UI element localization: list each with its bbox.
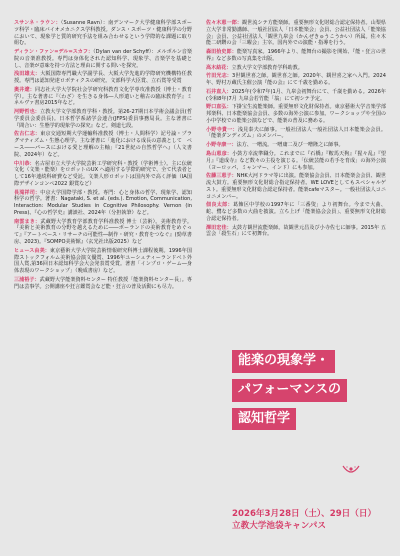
speaker-bio <box>206 202 386 222</box>
speaker-name: 中川恭 ： <box>14 161 35 167</box>
speaker-description: 同志社大学大学院社会学研究科教育文化学専攻准教授（博士・教育学）。主な著書に『〈わざ〉を生きる身体―人形遣いと稽古の臨床教育学』ミネルヴァ書房2015年など。 <box>14 86 192 107</box>
speaker-name: 小野寺貴一 ： <box>206 127 238 133</box>
speaker-description: 葛飾区中学校の1997年に「三番叟」より初舞台。今まで大曲、蛇、鷺など多数の大曲を披演。立ち上げ「能楽協会会員」、重要無形文化財総合認定保持者。 <box>206 202 386 222</box>
speaker-description: 法方、一噌流。一噌庸二及び一噌隆之に師事。 <box>236 142 344 149</box>
event-date: 2026年3月28日（土）、29日（日） <box>232 509 377 519</box>
event-title <box>232 350 386 436</box>
speaker-bio <box>206 65 386 72</box>
mask-logo-icon <box>342 461 360 473</box>
speaker-bio <box>206 49 386 63</box>
event-details <box>232 508 392 533</box>
event-title-line-1: 能楽の現象学・ <box>232 350 335 373</box>
speaker-description: 下掛宝生流能楽師。重要無形文化財保持者。東京藝術大学音楽学部邦楽科、日本能楽協会会員、多数の海外公演に参加。ワークショップや全国の小中学校での能楽公演などで、能楽の普及に務める。 <box>206 104 386 124</box>
speaker-name: 竹田光志 ： <box>206 73 232 79</box>
speaker-name: ヒュース由美 ： <box>14 248 50 254</box>
speaker-bio <box>14 161 192 188</box>
event-venue: 立教大学池袋キャンパス <box>232 521 326 532</box>
speaker-bio <box>14 190 192 217</box>
speaker-description: 東京交通短期大学運輸科准教授（博士・人間科学）記号論・プラグマティズム・生態心理学。主な著書に「進化における成長の意義として ペース――パースにおける愛と理解の主軸」『21世紀の自然哲学へ』（人文書院、2024年）など。 <box>14 131 192 158</box>
speaker-bio <box>14 109 192 129</box>
event-title-line-3: 認知哲学 <box>232 408 296 431</box>
speaker-bio <box>206 127 386 141</box>
speaker-name: 佃良太郎 ： <box>206 202 233 208</box>
speaker-description: 浅見泰夫に師事。一般社団法人一般社団法人日本能楽会会員。「能楽ダンディズム」のメンバー。 <box>206 126 386 140</box>
speaker-name: 佐々木恵一郎 ： <box>206 20 242 26</box>
speaker-name: 島山恵彦 ： <box>206 151 232 157</box>
speaker-description: 武蔵野大学能楽資料センター 特任教授「能楽資料センター長」。専門は芸事学。公開講座や狂言鑑賞会など能・狂言の普及活動にも尽力。 <box>14 276 192 290</box>
speaker-name: 浅田雄太 ： <box>14 71 40 77</box>
speaker-name: 小野寺康一 ： <box>206 142 237 148</box>
speaker-bio <box>14 277 192 291</box>
speaker-name: 澤田宏佳 ： <box>206 225 232 231</box>
speaker-description: （Susanne Ravn）：南デンマーク大学健康科学部スポーツ科学・臨床バイオメカニクス学科教授。ダンス・スポーツ・健康科学の分野において、現象学と質的研究手法を組み合わせるという学際的な課題に取り組む。 <box>14 20 192 47</box>
speaker-list-right <box>206 20 386 240</box>
speaker-description: 東京藝術大学大学院芸術情報研究科博士課程後期。1996年国際ストックフォルム美術協会演文優賞、1996年ユーシュティーランドベト外国人賞,第36回日本認知科学会大会発表賞受賞。著書「インプロ・ゲーム―身体表現のワークショップ」（晩成書房）など。 <box>14 247 192 275</box>
speaker-list-left <box>14 20 192 292</box>
speaker-name: 河野哲也 ： <box>14 109 40 115</box>
speaker-description: 観世流シテ方能楽師。重要無形文化財総合認定保持者。山梨県立大学非常勤講師、一般社団法人「日本能楽会」会員、公益社団法人「能楽協会」会員、公益社団法人「観世九皐会（かんぜきゅうこうかい）所属。佐々木能二研鑽の会「三曜会」主宰。国内外での演能・指導を行う。 <box>206 20 386 47</box>
speaker-description: 立教大学文学部教育学科助教。 <box>231 64 303 71</box>
speaker-bio <box>14 248 192 275</box>
speaker-name: スサンネ・ラウン ： <box>14 20 61 26</box>
speaker-bio <box>14 131 192 158</box>
speaker-bio <box>206 151 386 171</box>
speaker-description: 立教大学文学部教育学科・教授。第26-27期日本学術会議会員(哲学委員会委員長)。日本哲学系諸学会連合(JFPS)委員事務局長。主な著書に『間合い：生態学的現象学の探究』など。剣道七段。 <box>14 109 192 129</box>
speaker-bio <box>14 219 192 246</box>
speaker-name: ディラン・ファン=デル=スカフ ： <box>14 49 93 55</box>
speaker-name: 三浦裕子 ： <box>14 277 40 283</box>
speaker-name: 奥井遼 ： <box>14 87 35 93</box>
speaker-name: 長滝祥司 ： <box>14 190 40 196</box>
event-title-line-2: パフォーマンスの <box>232 379 347 402</box>
speaker-description: 大阪国際専門職大学副学長、大阪大学先進的学際研究機構特任教授。専門は認知発達ロボティクスの研究。文部科学大臣賞、立石賞等受賞 <box>14 71 192 85</box>
speaker-bio <box>206 104 386 124</box>
speaker-description: 能楽写真家。1966年より、能舞台の撮影を開始、『能・狂言の世界』など多数の写真集を出版。 <box>206 49 386 62</box>
speaker-description: 小鼓方幸流準職分。これまでに『石橋』『鞍馬天狗』『猩々乱』『望月』『道成寺』など数々の主役を演じる。「伝統芸能の若手を育成」の海外公演（ヨーロッパ、ミャンマー、インド）にも参加。 <box>206 151 386 171</box>
speaker-name: 高木結花 ： <box>206 65 232 71</box>
speaker-bio <box>14 49 192 69</box>
speaker-description: 3世観世喜之師。観世喜之師。2020年、観世喜之家へ入門。2024年、野村万蔵氏主催公演『能の会』にて千歳を勤める。 <box>206 73 386 87</box>
speaker-bio <box>206 173 386 200</box>
speaker-bio <box>206 225 386 239</box>
speaker-name: 石井直人 ： <box>206 89 232 95</box>
speaker-name: 南雲まき ： <box>14 219 40 225</box>
speaker-bio <box>206 20 386 47</box>
speaker-name: 佐古仁志 ： <box>14 131 40 137</box>
speaker-bio <box>14 20 192 47</box>
speaker-name: 森田拾史郎 ： <box>206 49 237 55</box>
speaker-description: 武蔵野大学教育学部教育学科准教授 博士（芸術）。美術教育学。『美術と美術教育の分野を越えるために――ボーランドの美術教育をめぐって』『アートベース・リサーチの可能性―制作・研究・教育をつなぐ』(勁草書房、2023)。『SOMPO美術館』（玄光社出版2025）など <box>14 218 192 245</box>
speaker-description: （Dylan van der Schyff）：メルボルン音楽院の音楽准教授。専門は身体化された認知科学、現象学、音楽学を基礎とし、音楽が意味を持つ方法と理由に関する問いを探究。 <box>14 49 192 69</box>
speaker-bio <box>206 89 386 103</box>
speaker-description: 2025年(令和7年)1月、九皐会初舞台にて、千歳を勤める。2026年(令和8年)7月 九皐会若竹能「翁」にて初シテ予定。 <box>206 88 386 102</box>
speaker-bio <box>206 73 386 87</box>
speaker-description: NHK大河ドラマ等に出演。能楽協会会員、日本能楽会会員、観世流大鼓方。重要無形文化財総合指定保持者。WE LOVEとしてもスペシャルゲスト。重要無形文化財総合認定保持者。能楽cafeマスター。一般社団法人コニコニメンバー。 <box>206 173 386 200</box>
speaker-description: 名古屋市立大学大学院芸術工学研究科・教授（学術博士）。主に伝統文化（文楽・能楽）をロボットのUX へ適用する学際的研究で、全て代表者として16年連続科研費など受託。文楽人形ロボットは国内外で高く評価（IA国際デザインコンペ2022 銀賞など） <box>14 160 192 187</box>
speaker-name: 佐藤三恵子 ： <box>206 173 237 179</box>
speaker-bio <box>206 142 386 149</box>
speaker-name: 野口直弘 ： <box>206 104 232 110</box>
speaker-description: 太鼓方観世流能楽師。故観世元昌及び小寺佐七に師事。2015年 五雲会「殺生石」にて初舞台。 <box>206 224 386 238</box>
speaker-bio <box>14 71 192 85</box>
speaker-description: 中京大学国際学部・教授。専門：心と身体の哲学、現象学、認知科学の哲学。著書：Nagataki, S. et al. (eds.). Emotion, Communication, Interaction: Modular Studies in Cognitive Philosophy. Vernon (in Press)、『心の哲学史』講談社、2024年（分担執筆）など。 <box>14 189 192 216</box>
speaker-bio <box>14 87 192 107</box>
